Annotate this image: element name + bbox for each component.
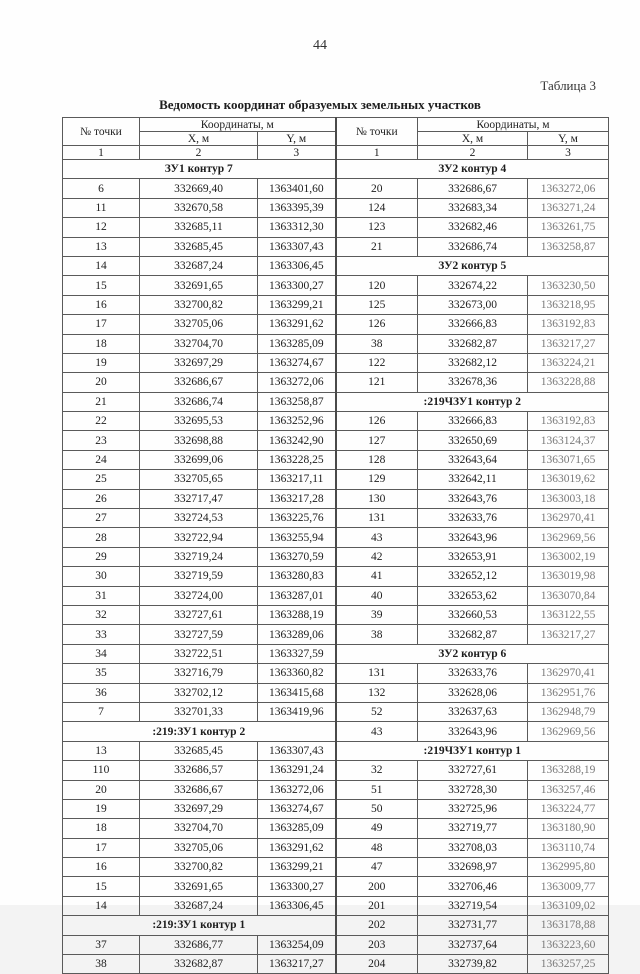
cell-point: 128 — [336, 450, 418, 469]
cell-x: 332686,67 — [140, 780, 258, 799]
cell-point: 20 — [63, 373, 140, 392]
cell-x: 332700,82 — [140, 858, 258, 877]
cell-y: 1363224,21 — [528, 353, 609, 372]
cell-point: 40 — [336, 586, 418, 605]
table-row — [63, 605, 609, 624]
cell-y: 1363271,24 — [528, 198, 609, 217]
cell-point: 124 — [336, 198, 418, 217]
cell-y: 1363307,43 — [258, 237, 336, 256]
table-row — [63, 431, 609, 450]
table-row — [63, 780, 609, 799]
cell-point: 38 — [63, 955, 140, 974]
group-heading: ЗУ1 контур 7 — [63, 160, 336, 179]
cell-point: 32 — [336, 761, 418, 780]
cell-point: 18 — [63, 819, 140, 838]
cell-x: 332633,76 — [418, 664, 528, 683]
table-row — [63, 547, 609, 566]
header-coords-left: Координаты, м — [140, 118, 336, 132]
cell-y: 1363009,77 — [528, 877, 609, 896]
cell-y: 1363285,09 — [258, 819, 336, 838]
cell-y: 1363224,77 — [528, 799, 609, 818]
group-heading: ЗУ2 контур 4 — [336, 160, 609, 179]
group-heading: :219ЧЗУ1 контур 1 — [336, 741, 609, 760]
cell-y: 1363327,59 — [258, 644, 336, 663]
cell-point: 200 — [336, 877, 418, 896]
cell-x: 332682,87 — [140, 955, 258, 974]
cell-point: 34 — [63, 644, 140, 663]
cell-x: 332682,46 — [418, 218, 528, 237]
cell-point: 125 — [336, 295, 418, 314]
cell-y: 1363122,55 — [528, 605, 609, 624]
cell-y: 1363419,96 — [258, 702, 336, 721]
cell-point: 19 — [63, 799, 140, 818]
cell-point: 37 — [63, 935, 140, 954]
cell-x: 332643,76 — [418, 489, 528, 508]
cell-x: 332701,33 — [140, 702, 258, 721]
cell-point: 201 — [336, 896, 418, 915]
cell-y: 1363109,02 — [528, 896, 609, 915]
cell-point: 22 — [63, 412, 140, 431]
cell-x: 332739,82 — [418, 955, 528, 974]
table-body — [63, 160, 609, 974]
cell-y: 1363002,19 — [528, 547, 609, 566]
table-row — [63, 722, 609, 741]
cell-y: 1363110,74 — [528, 838, 609, 857]
cell-point: 36 — [63, 683, 140, 702]
cell-x: 332704,70 — [140, 819, 258, 838]
cell-point: 11 — [63, 198, 140, 217]
cell-x: 332691,65 — [140, 276, 258, 295]
cell-x: 332719,54 — [418, 896, 528, 915]
cell-y: 1363192,83 — [528, 315, 609, 334]
cell-x: 332704,70 — [140, 334, 258, 353]
header-point-right: № точки — [336, 118, 418, 146]
cell-x: 332724,53 — [140, 509, 258, 528]
cell-y: 1363306,45 — [258, 256, 336, 275]
cell-point: 131 — [336, 664, 418, 683]
cell-y: 1363280,83 — [258, 567, 336, 586]
table-row — [63, 353, 609, 372]
table-row — [63, 586, 609, 605]
cell-point: 51 — [336, 780, 418, 799]
cell-x: 332666,83 — [418, 315, 528, 334]
cell-y: 1362970,41 — [528, 664, 609, 683]
cell-y: 1363257,25 — [528, 955, 609, 974]
cell-point: 50 — [336, 799, 418, 818]
cell-x: 332685,45 — [140, 237, 258, 256]
table-row — [63, 702, 609, 721]
cell-x: 332717,47 — [140, 489, 258, 508]
cell-point: 41 — [336, 567, 418, 586]
cell-y: 1363285,09 — [258, 334, 336, 353]
cell-x: 332652,12 — [418, 567, 528, 586]
cell-x: 332700,82 — [140, 295, 258, 314]
cell-y: 1363192,83 — [528, 412, 609, 431]
cell-point: 6 — [63, 179, 140, 198]
cell-y: 1362948,79 — [528, 702, 609, 721]
cell-point: 204 — [336, 955, 418, 974]
table-row — [63, 761, 609, 780]
cell-point: 202 — [336, 916, 418, 935]
cell-point: 14 — [63, 896, 140, 915]
header-point-left: № точки — [63, 118, 140, 146]
group-heading: ЗУ2 контур 5 — [336, 256, 609, 275]
cell-y: 1363254,09 — [258, 935, 336, 954]
cell-y: 1363261,75 — [528, 218, 609, 237]
cell-y: 1362951,76 — [528, 683, 609, 702]
coordinates-table — [62, 117, 609, 974]
cell-x: 332673,00 — [418, 295, 528, 314]
table-row — [63, 935, 609, 954]
table-row — [63, 392, 609, 411]
cell-x: 332686,74 — [140, 392, 258, 411]
cell-x: 332682,87 — [418, 625, 528, 644]
cell-y: 1363306,45 — [258, 896, 336, 915]
cell-point: 23 — [63, 431, 140, 450]
cell-point: 19 — [63, 353, 140, 372]
cell-y: 1363274,67 — [258, 799, 336, 818]
cell-y: 1363003,18 — [528, 489, 609, 508]
cell-point: 39 — [336, 605, 418, 624]
cell-point: 26 — [63, 489, 140, 508]
cell-y: 1363255,94 — [258, 528, 336, 547]
cell-y: 1363415,68 — [258, 683, 336, 702]
cell-y: 1363180,90 — [528, 819, 609, 838]
cell-point: 15 — [63, 877, 140, 896]
cell-point: 110 — [63, 761, 140, 780]
cell-x: 332691,65 — [140, 877, 258, 896]
cell-x: 332643,96 — [418, 528, 528, 547]
cell-y: 1363299,21 — [258, 858, 336, 877]
cell-point: 15 — [63, 276, 140, 295]
table-row — [63, 509, 609, 528]
table-row — [63, 528, 609, 547]
cell-y: 1363217,27 — [528, 334, 609, 353]
cell-y: 1363019,98 — [528, 567, 609, 586]
cell-x: 332686,74 — [418, 237, 528, 256]
cell-point: 126 — [336, 412, 418, 431]
cell-point: 42 — [336, 547, 418, 566]
cell-y: 1363300,27 — [258, 276, 336, 295]
header-num-2: 2 — [140, 146, 258, 160]
table-row — [63, 334, 609, 353]
cell-y: 1363178,88 — [528, 916, 609, 935]
cell-x: 332686,67 — [418, 179, 528, 198]
cell-y: 1363289,06 — [258, 625, 336, 644]
cell-y: 1363395,39 — [258, 198, 336, 217]
cell-y: 1363230,50 — [528, 276, 609, 295]
table-row — [63, 198, 609, 217]
cell-point: 121 — [336, 373, 418, 392]
cell-x: 332708,03 — [418, 838, 528, 857]
cell-x: 332719,59 — [140, 567, 258, 586]
cell-x: 332674,22 — [418, 276, 528, 295]
page-number: 44 — [313, 38, 327, 53]
cell-y: 1363288,19 — [258, 605, 336, 624]
cell-y: 1363287,01 — [258, 586, 336, 605]
cell-x: 332698,97 — [418, 858, 528, 877]
cell-x: 332727,61 — [140, 605, 258, 624]
cell-y: 1363288,19 — [528, 761, 609, 780]
table-row — [63, 179, 609, 198]
header-y-right: Y, м — [528, 132, 609, 146]
cell-point: 49 — [336, 819, 418, 838]
header-x-left: X, м — [140, 132, 258, 146]
cell-point: 127 — [336, 431, 418, 450]
cell-x: 332716,79 — [140, 664, 258, 683]
header-y-left: Y, м — [258, 132, 336, 146]
cell-point: 21 — [63, 392, 140, 411]
cell-x: 332702,12 — [140, 683, 258, 702]
cell-y: 1363228,25 — [258, 450, 336, 469]
cell-point: 17 — [63, 838, 140, 857]
cell-x: 332686,57 — [140, 761, 258, 780]
cell-x: 332666,83 — [418, 412, 528, 431]
cell-y: 1363225,76 — [258, 509, 336, 528]
table-row — [63, 256, 609, 275]
table-row — [63, 858, 609, 877]
cell-point: 16 — [63, 858, 140, 877]
cell-point: 14 — [63, 256, 140, 275]
header-coords-right: Координаты, м — [418, 118, 609, 132]
document-title: Ведомость координат образуемых земельных участков — [159, 97, 481, 112]
group-heading: ЗУ2 контур 6 — [336, 644, 609, 663]
group-heading: :219:ЗУ1 контур 2 — [63, 722, 336, 741]
cell-y: 1363228,88 — [528, 373, 609, 392]
cell-point: 122 — [336, 353, 418, 372]
table-row — [63, 567, 609, 586]
cell-x: 332669,40 — [140, 179, 258, 198]
cell-x: 332686,67 — [140, 373, 258, 392]
cell-point: 17 — [63, 315, 140, 334]
table-row — [63, 625, 609, 644]
cell-y: 1362969,56 — [528, 528, 609, 547]
cell-y: 1363272,06 — [258, 780, 336, 799]
cell-y: 1363252,96 — [258, 412, 336, 431]
table-row — [63, 276, 609, 295]
table-row — [63, 295, 609, 314]
cell-y: 1363217,11 — [258, 470, 336, 489]
cell-point: 131 — [336, 509, 418, 528]
cell-point: 28 — [63, 528, 140, 547]
cell-point: 31 — [63, 586, 140, 605]
cell-point: 20 — [336, 179, 418, 198]
cell-point: 7 — [63, 702, 140, 721]
cell-x: 332697,29 — [140, 353, 258, 372]
table-label: Таблица 3 — [540, 78, 596, 93]
cell-y: 1363217,27 — [528, 625, 609, 644]
cell-y: 1363270,59 — [258, 547, 336, 566]
cell-y: 1363360,82 — [258, 664, 336, 683]
cell-x: 332628,06 — [418, 683, 528, 702]
table-row — [63, 741, 609, 760]
cell-x: 332724,00 — [140, 586, 258, 605]
table-row — [63, 955, 609, 974]
group-heading: :219:ЗУ1 контур 1 — [63, 916, 336, 935]
header-num-1: 1 — [63, 146, 140, 160]
cell-y: 1363312,30 — [258, 218, 336, 237]
table-row — [63, 838, 609, 857]
cell-y: 1363223,60 — [528, 935, 609, 954]
table-row — [63, 916, 609, 935]
cell-x: 332728,30 — [418, 780, 528, 799]
cell-y: 1362970,41 — [528, 509, 609, 528]
cell-point: 21 — [336, 237, 418, 256]
cell-point: 13 — [63, 741, 140, 760]
cell-x: 332719,24 — [140, 547, 258, 566]
table-row — [63, 896, 609, 915]
header-num-1: 1 — [336, 146, 418, 160]
cell-x: 332686,77 — [140, 935, 258, 954]
cell-x: 332697,29 — [140, 799, 258, 818]
cell-x: 332682,12 — [418, 353, 528, 372]
cell-x: 332727,61 — [418, 761, 528, 780]
cell-point: 18 — [63, 334, 140, 353]
cell-y: 1363299,21 — [258, 295, 336, 314]
cell-x: 332650,69 — [418, 431, 528, 450]
cell-point: 38 — [336, 334, 418, 353]
cell-x: 332731,77 — [418, 916, 528, 935]
cell-x: 332637,63 — [418, 702, 528, 721]
table-row — [63, 450, 609, 469]
cell-y: 1363242,90 — [258, 431, 336, 450]
cell-point: 52 — [336, 702, 418, 721]
group-heading: :219ЧЗУ1 контур 2 — [336, 392, 609, 411]
cell-y: 1363258,87 — [528, 237, 609, 256]
cell-point: 43 — [336, 722, 418, 741]
table-row — [63, 664, 609, 683]
cell-x: 332705,06 — [140, 838, 258, 857]
cell-x: 332722,94 — [140, 528, 258, 547]
cell-point: 16 — [63, 295, 140, 314]
cell-y: 1363258,87 — [258, 392, 336, 411]
table-row — [63, 644, 609, 663]
cell-y: 1363291,24 — [258, 761, 336, 780]
table-row — [63, 315, 609, 334]
cell-y: 1363291,62 — [258, 315, 336, 334]
cell-x: 332719,77 — [418, 819, 528, 838]
cell-point: 132 — [336, 683, 418, 702]
table-row — [63, 799, 609, 818]
cell-y: 1363257,46 — [528, 780, 609, 799]
cell-y: 1363071,65 — [528, 450, 609, 469]
cell-x: 332643,96 — [418, 722, 528, 741]
cell-point: 38 — [336, 625, 418, 644]
cell-x: 332725,96 — [418, 799, 528, 818]
cell-x: 332685,11 — [140, 218, 258, 237]
cell-x: 332727,59 — [140, 625, 258, 644]
cell-y: 1363217,27 — [258, 955, 336, 974]
cell-x: 332705,65 — [140, 470, 258, 489]
cell-x: 332683,34 — [418, 198, 528, 217]
header-num-3: 3 — [258, 146, 336, 160]
table-row — [63, 819, 609, 838]
cell-x: 332653,62 — [418, 586, 528, 605]
cell-point: 120 — [336, 276, 418, 295]
header-x-right: X, м — [418, 132, 528, 146]
cell-point: 43 — [336, 528, 418, 547]
table-row — [63, 160, 609, 179]
cell-y: 1363272,06 — [258, 373, 336, 392]
cell-x: 332642,11 — [418, 470, 528, 489]
cell-x: 332653,91 — [418, 547, 528, 566]
cell-point: 130 — [336, 489, 418, 508]
cell-point: 126 — [336, 315, 418, 334]
table-row — [63, 683, 609, 702]
cell-x: 332706,46 — [418, 877, 528, 896]
cell-x: 332685,45 — [140, 741, 258, 760]
table-row — [63, 489, 609, 508]
table-row — [63, 877, 609, 896]
cell-point: 20 — [63, 780, 140, 799]
table-row — [63, 412, 609, 431]
cell-x: 332670,58 — [140, 198, 258, 217]
header-num-3: 3 — [528, 146, 609, 160]
cell-point: 47 — [336, 858, 418, 877]
cell-x: 332695,53 — [140, 412, 258, 431]
cell-x: 332698,88 — [140, 431, 258, 450]
cell-x: 332705,06 — [140, 315, 258, 334]
cell-y: 1363307,43 — [258, 741, 336, 760]
cell-point: 32 — [63, 605, 140, 624]
cell-x: 332633,76 — [418, 509, 528, 528]
cell-y: 1363217,28 — [258, 489, 336, 508]
cell-point: 35 — [63, 664, 140, 683]
cell-x: 332678,36 — [418, 373, 528, 392]
cell-x: 332687,24 — [140, 896, 258, 915]
cell-y: 1363274,67 — [258, 353, 336, 372]
cell-x: 332687,24 — [140, 256, 258, 275]
cell-y: 1363124,37 — [528, 431, 609, 450]
cell-point: 13 — [63, 237, 140, 256]
cell-point: 203 — [336, 935, 418, 954]
table-row — [63, 218, 609, 237]
table-row — [63, 470, 609, 489]
cell-y: 1363401,60 — [258, 179, 336, 198]
cell-y: 1362969,56 — [528, 722, 609, 741]
cell-x: 332699,06 — [140, 450, 258, 469]
cell-x: 332722,51 — [140, 644, 258, 663]
cell-y: 1363070,84 — [528, 586, 609, 605]
cell-y: 1362995,80 — [528, 858, 609, 877]
cell-y: 1363300,27 — [258, 877, 336, 896]
cell-x: 332660,53 — [418, 605, 528, 624]
table-row — [63, 237, 609, 256]
cell-point: 123 — [336, 218, 418, 237]
cell-y: 1363218,95 — [528, 295, 609, 314]
cell-point: 33 — [63, 625, 140, 644]
cell-point: 27 — [63, 509, 140, 528]
cell-x: 332682,87 — [418, 334, 528, 353]
header-num-2: 2 — [418, 146, 528, 160]
cell-point: 48 — [336, 838, 418, 857]
cell-x: 332643,64 — [418, 450, 528, 469]
cell-point: 24 — [63, 450, 140, 469]
cell-y: 1363019,62 — [528, 470, 609, 489]
cell-point: 12 — [63, 218, 140, 237]
cell-y: 1363291,62 — [258, 838, 336, 857]
cell-point: 29 — [63, 547, 140, 566]
cell-point: 30 — [63, 567, 140, 586]
cell-y: 1363272,06 — [528, 179, 609, 198]
cell-x: 332737,64 — [418, 935, 528, 954]
cell-point: 129 — [336, 470, 418, 489]
table-row — [63, 373, 609, 392]
cell-point: 25 — [63, 470, 140, 489]
